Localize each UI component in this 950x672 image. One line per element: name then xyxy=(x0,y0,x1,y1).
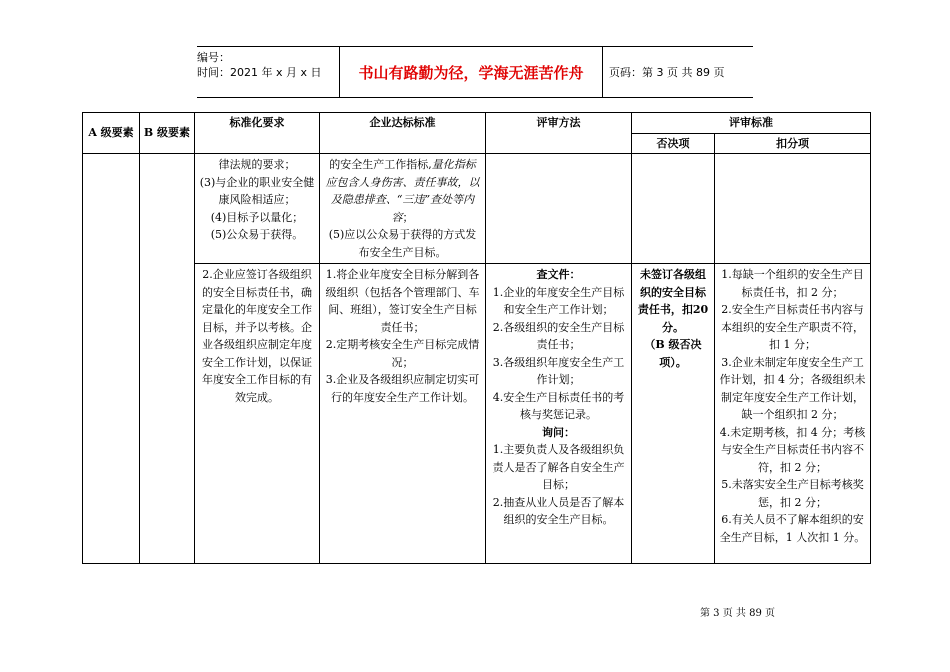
review-method-cell xyxy=(486,154,632,264)
deduct-item: 1.每缺一个组织的安全生产目标责任书，扣 2 分； xyxy=(721,268,864,299)
table-row xyxy=(83,264,871,564)
a-level-cell xyxy=(83,154,140,564)
standard-req-cell xyxy=(195,154,320,264)
review-method-cell xyxy=(486,264,632,564)
deduct-item: 6.有关人员不了解本组织的安全生产目标，1 人次扣 1 分。 xyxy=(719,513,866,544)
req-line: (3)与企业的职业安全健康风险相适应； xyxy=(199,175,315,206)
header-company-std: 企业达标标准 xyxy=(320,113,486,154)
company-std-italic: 量化指标应包含人身伤害、责任事故，以及隐患排查、“三违”查处等内容 xyxy=(325,158,480,224)
veto-text: 未签订各级组织的安全目标责任书，扣20分。 xyxy=(637,268,709,334)
method-item: 1.主要负责人及各级组织负责人是否了解各自安全生产目标； xyxy=(492,443,625,491)
header-review-std: 评审标准 xyxy=(632,113,871,134)
deduct-cell xyxy=(715,264,871,564)
method-title-ask: 询问： xyxy=(542,425,575,439)
company-std-item: 1.将企业年度安全目标分解到各级组织（包括各个管理部门、车间、班组），签订安全生产目标责任书； xyxy=(325,268,480,334)
header-deduct: 扣分项 xyxy=(715,133,871,154)
deduct-item: 4.未定期考核，扣 4 分；考核与安全生产目标责任书内容不符，扣 2 分； xyxy=(719,425,866,474)
time-label: 时间：2021 年 x 月 x 日 xyxy=(197,66,322,79)
req-line: 律法规的要求； xyxy=(218,158,296,171)
company-std-text: 的安全生产工作指标, xyxy=(329,158,432,171)
table-row xyxy=(83,154,871,264)
number-label: 编号： xyxy=(197,51,230,64)
standard-req-cell xyxy=(195,264,320,564)
page-header xyxy=(197,46,753,98)
veto-cell xyxy=(632,154,715,264)
method-item: 2.抽查从业人员是否了解本组织的安全生产目标。 xyxy=(492,495,625,526)
company-std-item: 2.定期考核安全生产目标完成情况； xyxy=(325,338,480,369)
header-slogan: 书山有路勤为径，学海无涯苦作舟 xyxy=(339,47,603,97)
header-veto: 否决项 xyxy=(632,133,715,154)
deduct-cell xyxy=(715,154,871,264)
method-item: 1.企业的年度安全生产目标和安全生产工作计划； xyxy=(492,285,625,316)
header-review-method: 评审方法 xyxy=(486,113,632,154)
page-footer: 第 3 页 共 89 页 xyxy=(700,608,775,619)
company-std-cell xyxy=(320,154,486,264)
header-page-label: 页码：第 3 页 共 89 页 xyxy=(609,66,725,79)
method-item: 4.安全生产目标责任书的考核与奖惩记录。 xyxy=(492,390,625,421)
deduct-item: 3.企业未制定年度安全生产工作计划，扣 4 分；各级组织未制定年度安全生产工作计划，缺一个组织扣 2 分； xyxy=(719,355,866,421)
header-a-level: A 级要素 xyxy=(83,113,140,154)
company-std-tail: ； xyxy=(402,210,414,224)
method-item: 3.各级组织年度安全生产工作计划； xyxy=(492,355,625,386)
b-level-cell xyxy=(140,154,195,564)
header-standard-req: 标准化要求 xyxy=(195,113,320,154)
company-std-item: 3.企业及各级组织应制定切实可行的年度安全生产工作计划。 xyxy=(325,373,480,404)
review-table xyxy=(82,112,871,564)
veto-tail: （B 级否决项）。 xyxy=(644,338,702,369)
method-item: 2.各级组织的安全生产目标责任书； xyxy=(492,320,625,351)
veto-cell xyxy=(632,264,715,564)
header-left xyxy=(197,47,339,100)
req-line: (4)目标予以量化； xyxy=(210,210,304,224)
method-title-docs: 查文件： xyxy=(536,268,581,281)
deduct-item: 5.未落实安全生产目标考核奖惩，扣 2 分； xyxy=(721,478,864,509)
req-line: (5)公众易于获得。 xyxy=(210,228,304,241)
company-std-cell xyxy=(320,264,486,564)
deduct-item: 2.安全生产目标责任书内容与本组织的安全生产职责不符，扣 1 分； xyxy=(721,303,864,351)
header-b-level: B 级要素 xyxy=(140,113,195,154)
company-std-last: (5)应以公众易于获得的方式发布安全生产目标。 xyxy=(328,228,477,259)
req-text: 2.企业应签订各级组织的安全目标责任书，确定量化的年度安全工作目标，并予以考核。企业各级组织应制定年度安全工作计划，以保证年度安全工作目标的有效完成。 xyxy=(202,268,312,404)
